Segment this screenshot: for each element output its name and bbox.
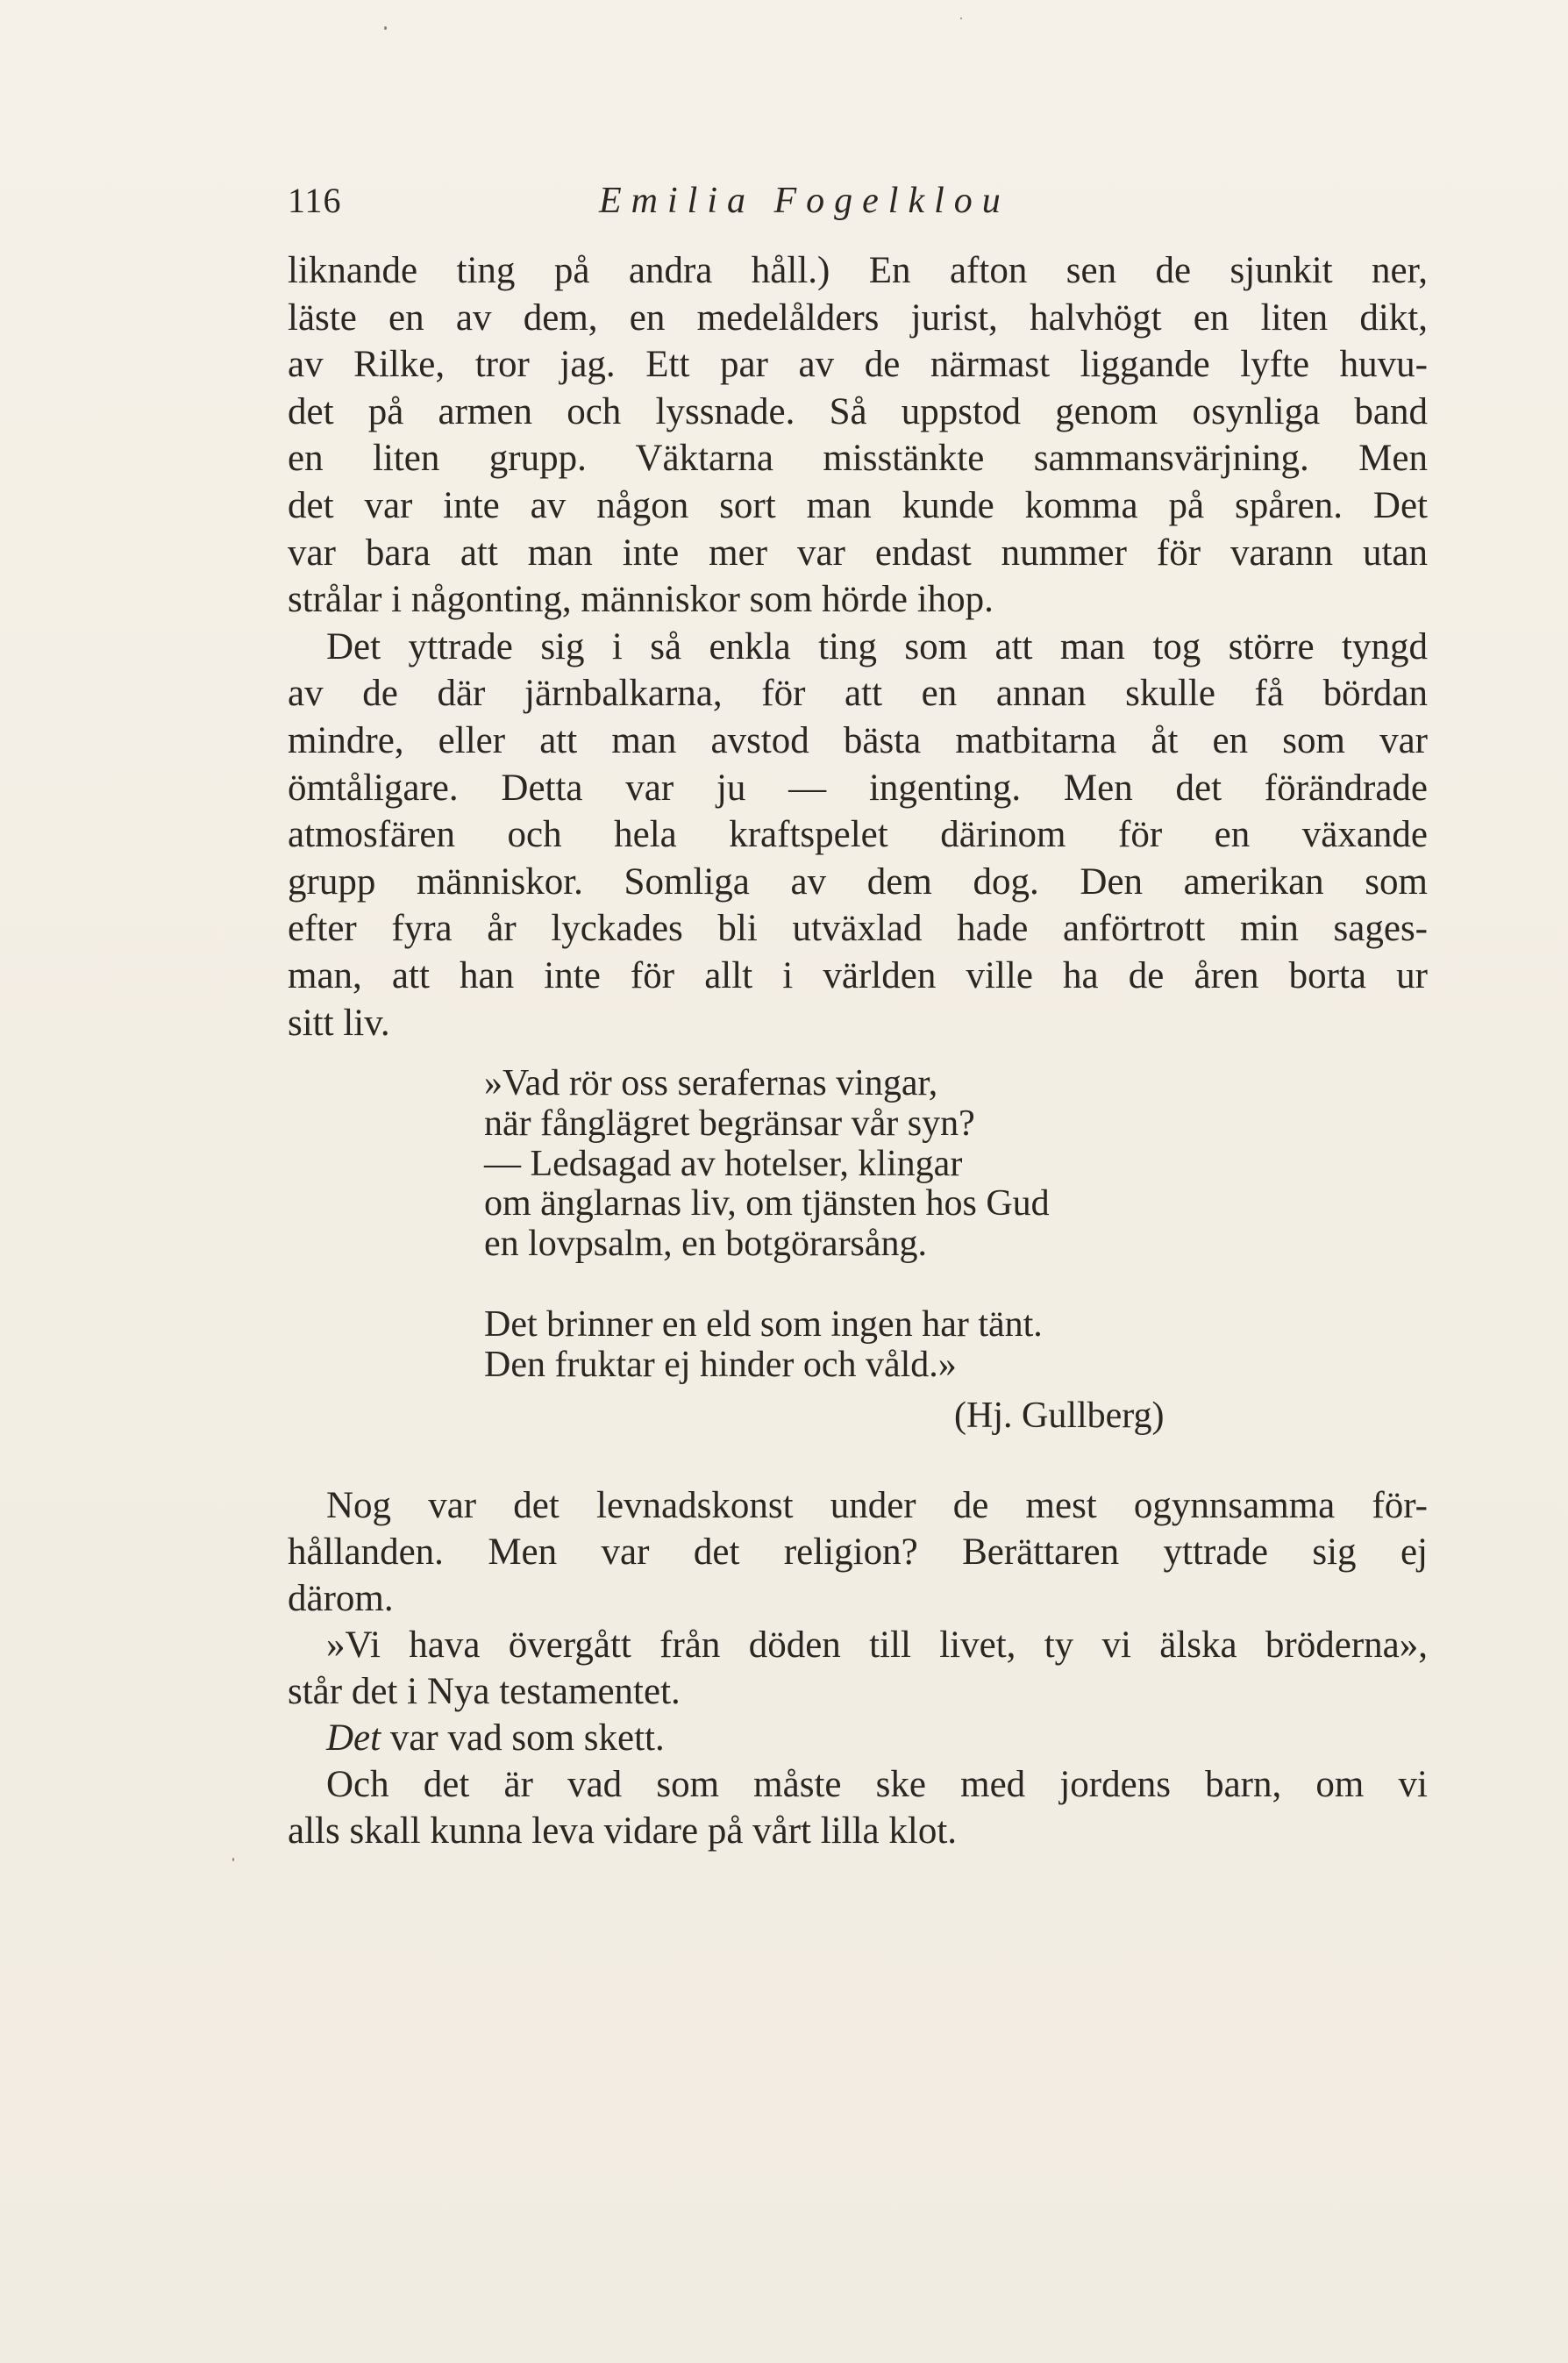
poem-line: Det brinner en eld som ingen har tänt. bbox=[484, 1303, 1043, 1345]
text-run: var vad som skett. bbox=[381, 1717, 665, 1759]
text-line: därom. bbox=[288, 1578, 394, 1619]
main-text-block bbox=[288, 247, 1428, 1046]
paragraph bbox=[288, 1761, 1428, 1854]
poem-quotation bbox=[484, 1064, 1273, 1386]
text-line: man, att han inte för allt i världen ville ha de åren borta ur bbox=[288, 954, 1428, 996]
poem-line: — Ledsagad av hotelser, klingar bbox=[484, 1143, 963, 1184]
page-number: 116 bbox=[288, 181, 342, 220]
text-line: sitt liv. bbox=[288, 1002, 390, 1044]
paragraph bbox=[288, 624, 1428, 1046]
paragraph bbox=[288, 1622, 1428, 1715]
text-line: var bara att man inte mer var endast nummer för varann utan bbox=[288, 532, 1428, 574]
text-line: ömtåligare. Detta var ju — ingenting. Men det förändrade bbox=[288, 767, 1428, 809]
paragraph bbox=[288, 1715, 1428, 1761]
closing-text-block bbox=[288, 1482, 1428, 1854]
text-line: Och det är vad som måste ske med jordens barn, om vi bbox=[326, 1764, 1428, 1805]
poem-line: när fånglägret begränsar vår syn? bbox=[484, 1103, 975, 1144]
text-line: läste en av dem, en medelålders jurist, halvhögt en liten dikt, bbox=[288, 296, 1428, 339]
page-header bbox=[288, 180, 1428, 232]
running-head-author: Emilia Fogelklou bbox=[599, 181, 1010, 221]
text-line: »Vi hava övergått från döden till livet, ty vi älska bröderna», bbox=[326, 1624, 1428, 1666]
text-line: står det i Nya testamentet. bbox=[288, 1671, 681, 1712]
text-line: efter fyra år lyckades bli utväxlad hade anförtrott min sages- bbox=[288, 908, 1428, 950]
text-line: det var inte av någon sort man kunde komma på spåren. Det bbox=[288, 484, 1428, 526]
poem-stanza bbox=[484, 1305, 1273, 1386]
text-line: liknande ting på andra håll.) En afton sen de sjunkit ner, bbox=[288, 250, 1428, 291]
poem-line: Den fruktar ej hinder och våld.» bbox=[484, 1344, 957, 1385]
text-line: hållanden. Men var det religion? Berättaren yttrade sig ej bbox=[288, 1531, 1428, 1573]
text-line: av Rilke, tror jag. Ett par av de närmast liggande lyfte huvu- bbox=[288, 344, 1428, 386]
text-line: atmosfären och hela kraftspelet därinom för en växande bbox=[288, 814, 1428, 856]
text-line: en liten grupp. Väktarna misstänkte sammansvärjning. Men bbox=[288, 438, 1428, 480]
text-line: grupp människor. Somliga av dem dog. Den amerikan som bbox=[288, 860, 1428, 903]
text-line: Nog var det levnadskonst under de mest ogynnsamma för- bbox=[326, 1485, 1428, 1526]
poem-line: om änglarnas liv, om tjänsten hos Gud bbox=[484, 1183, 1050, 1224]
text-line: mindre, eller att man avstod bästa matbitarna åt en som var bbox=[288, 719, 1428, 761]
stanza-break bbox=[484, 1265, 1273, 1305]
poem-attribution: (Hj. Gullberg) bbox=[954, 1396, 1165, 1436]
text-line: strålar i någonting, människor som hörde ihop. bbox=[288, 579, 994, 621]
text-line: alls skall kunna leva vidare på vårt lilla klot. bbox=[288, 1810, 958, 1852]
text-line: Det yttrade sig i så enkla ting som att man tog större tyngd bbox=[326, 625, 1428, 667]
paper-speck bbox=[960, 18, 962, 19]
paragraph bbox=[288, 247, 1428, 624]
text-line bbox=[288, 1715, 1428, 1761]
poem-line: »Vad rör oss serafernas vingar, bbox=[484, 1063, 938, 1103]
text-line: det på armen och lyssnade. Så uppstod genom osynliga band bbox=[288, 390, 1428, 432]
paragraph bbox=[288, 1482, 1428, 1622]
poem-stanza bbox=[484, 1064, 1273, 1265]
text-line: av de där järnbalkarna, för att en annan skulle få bördan bbox=[288, 673, 1428, 715]
paper-speck bbox=[384, 26, 387, 30]
poem-line: en lovpsalm, en botgörarsång. bbox=[484, 1224, 928, 1265]
paper-speck bbox=[232, 1858, 234, 1861]
emphasized-word: Det bbox=[326, 1717, 381, 1759]
